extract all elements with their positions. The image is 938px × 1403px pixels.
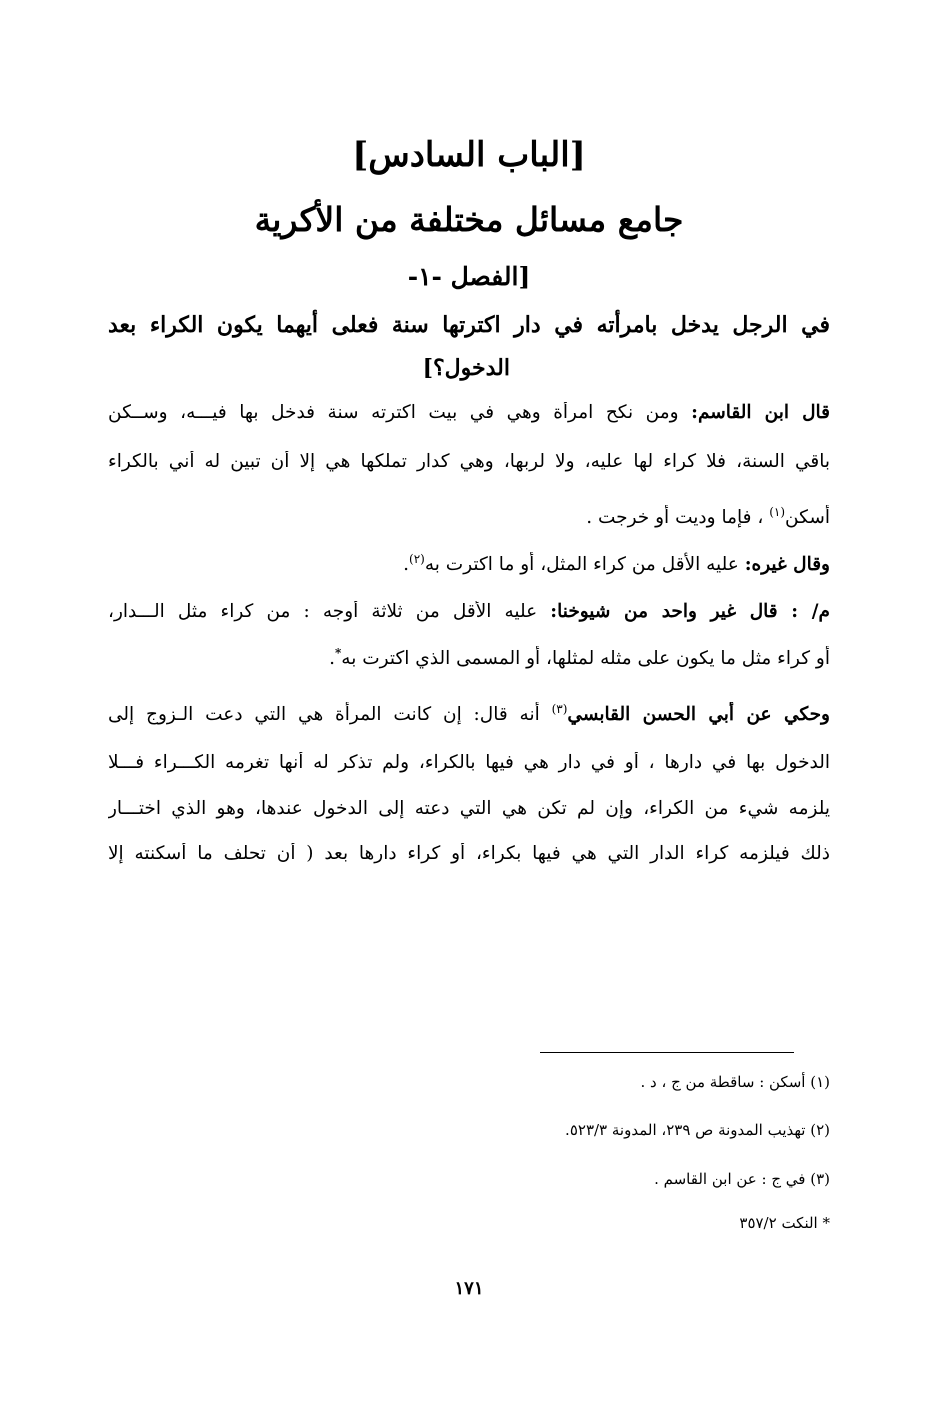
paragraph-1-text-1: ومن نكح امرأة وهي في بيت اكترته سنة فدخل بها فيـــه، وســكن (108, 402, 679, 423)
footnote-3: (٣) في ج : عن ابن القاسم . (654, 1170, 830, 1188)
paragraph-4-line-3: يلزمه شيء من الكراء، وإن لم تكن هي التي دعته إلى الدخول عندها، وهو الذي اختـــار (108, 798, 830, 819)
footnote-ref-3: (٣) (551, 702, 568, 716)
paragraph-3-text-1: عليه الأقل من ثلاثة أوجه : من كراء مثل الـــدار، (108, 601, 538, 622)
paragraph-1-text-3a: أسكن (785, 507, 830, 529)
speaker-shuyukh: م/ : قال غير واحد من شيوخنا: (550, 601, 830, 622)
paragraph-1-text-3b: ، فإما وديت أو خرجت . (586, 507, 764, 529)
footnote-1: (١) أسكن : ساقطة من ج ، د . (640, 1073, 830, 1091)
speaker-other: وقال غيره: (744, 554, 830, 576)
speaker-qabisi: وحكي عن أبي الحسن القابسي (567, 704, 830, 726)
footnote-ref-1: (١) (769, 505, 786, 519)
paragraph-3-text-2: أو كراء مثل ما يكون على مثله لمثلها، أو المسمى الذي اكترت به (341, 648, 830, 670)
paragraph-2 (108, 552, 830, 576)
section-heading-line-1: في الرجل يدخل بامرأته في دار اكترتها سنة فعلى أيهما يكون الكراء بعد (108, 312, 830, 338)
section-title: [الفصل -١- (407, 262, 531, 291)
paragraph-4-line-1 (108, 702, 830, 726)
paragraph-4-line-4: ذلك فيلزمه كراء الدار التي هي فيها بكراء، أو كراء دارها بعد ( أن تحلف ما أسكنته إلا (108, 843, 830, 864)
footnote-4: * النكت ٣٥٧/٢ (739, 1214, 830, 1232)
page-number: ١٧١ (454, 1278, 484, 1299)
paragraph-4-line-2: الدخول بها في دارها ، أو في دار هي فيها بالكراء، ولم تذكر له أنها تغرمه الكـــراء فـــلا (108, 752, 830, 773)
chapter-title: [الباب السادس] (352, 135, 586, 175)
footnote-ref-2: (٢) (409, 552, 425, 566)
paragraph-4-text-1: أنه قال: إن كانت المرأة هي التي دعت الـزوج إلى (108, 704, 540, 726)
paragraph-3-line-1 (108, 601, 830, 623)
paragraph-1-line-1 (108, 402, 830, 424)
section-heading-line-2: الدخول؟] (422, 355, 510, 381)
speaker-ibn-al-qasim: قال ابن القاسم: (691, 402, 830, 423)
chapter-subtitle: جامع مسائل مختلفة من الأكرية (254, 200, 684, 239)
paragraph-1-line-3 (108, 505, 830, 529)
paragraph-3-line-2 (108, 646, 830, 670)
annotation-mark: * (335, 646, 342, 660)
paragraph-1-line-2: باقي السنة، فلا كراء لها عليه، ولا لربها، وهي كدار تملكها هي إلا أن تبين له أني بالكراء (108, 451, 830, 472)
paragraph-3-end: . (329, 648, 336, 670)
footnote-2: (٢) تهذيب المدونة ص ٢٣٩، المدونة ٥٢٣/٣. (565, 1121, 830, 1139)
paragraph-2-end: . (403, 554, 409, 576)
footnote-divider (540, 1052, 794, 1053)
paragraph-2-text: عليه الأقل من كراء المثل، أو ما اكترت به (424, 554, 739, 576)
